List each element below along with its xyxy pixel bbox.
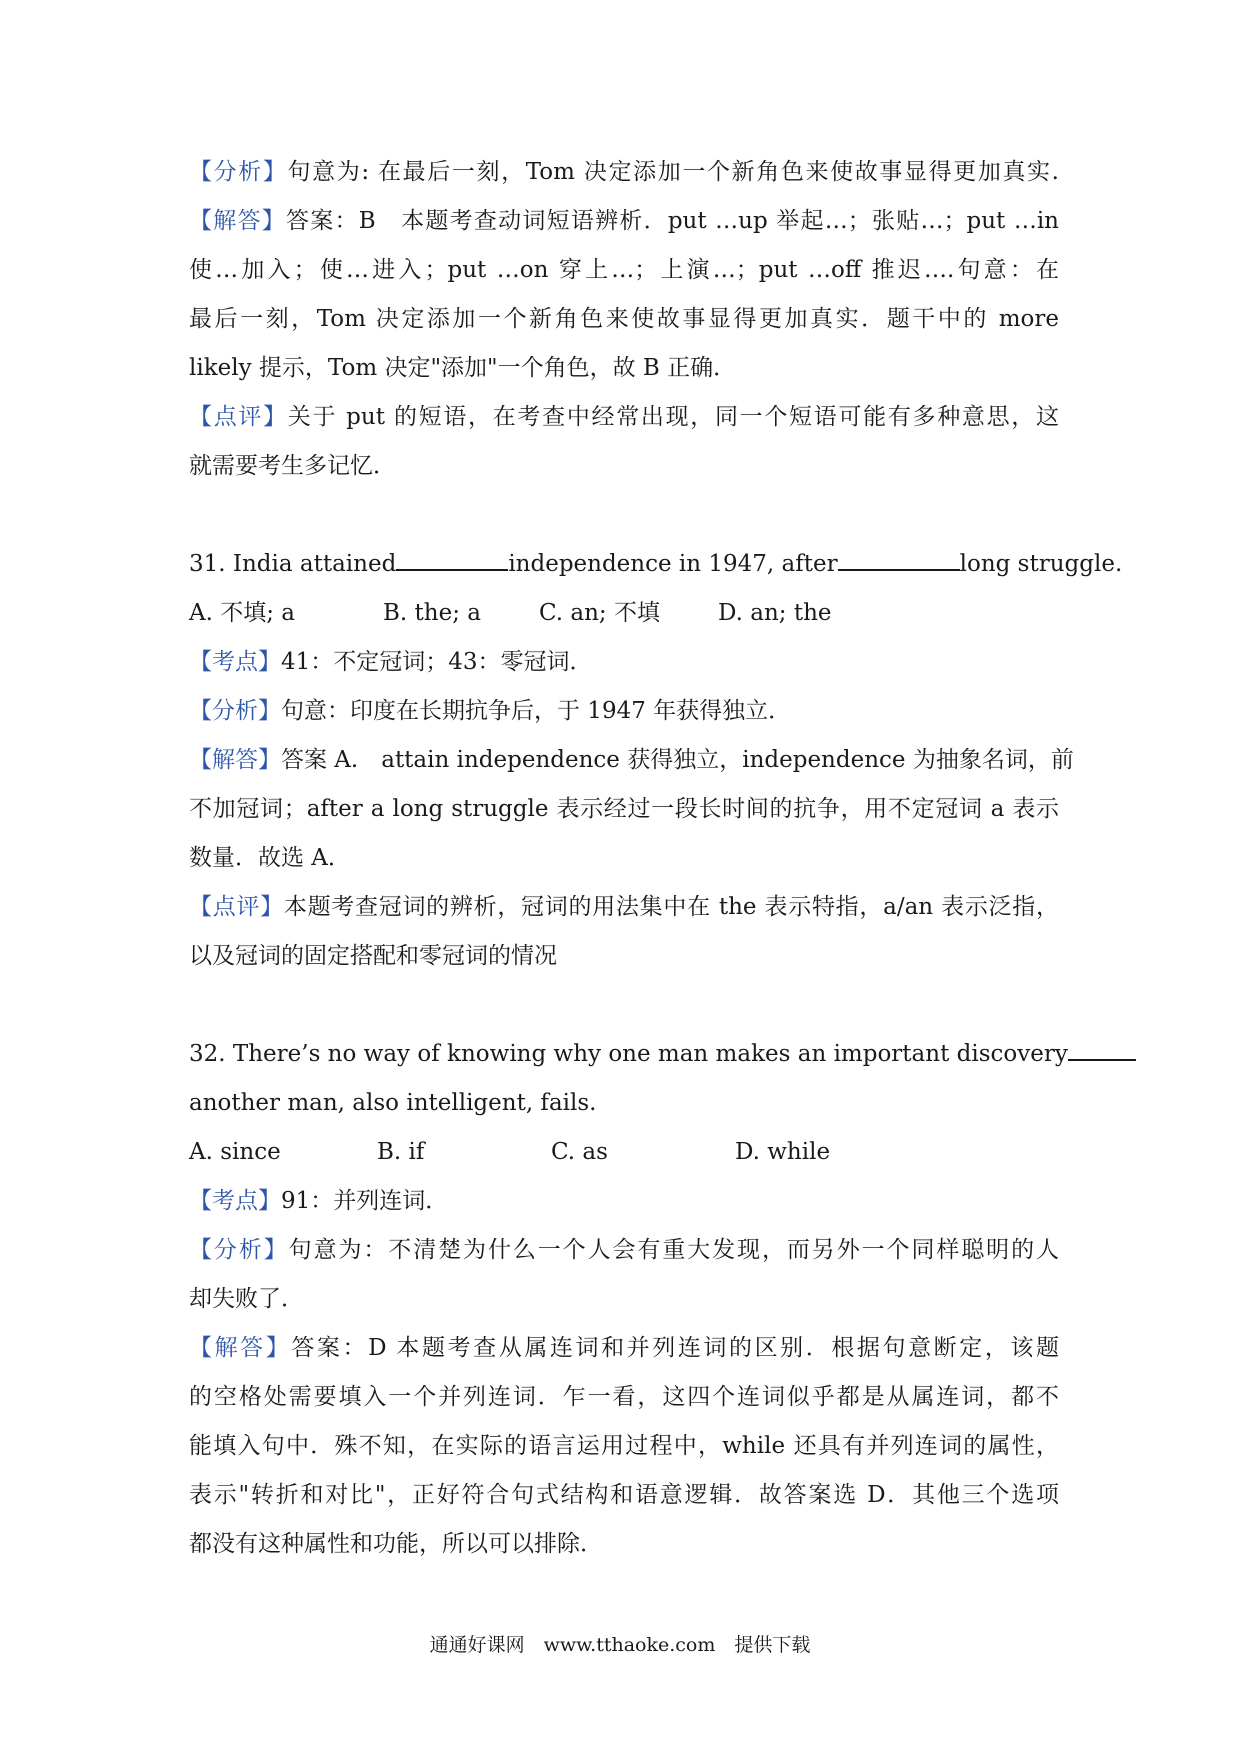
option-c: C. as [551, 1139, 608, 1165]
text-line: 表示"转折和对比"，正好符合句式结构和语意逻辑．故答案选 D．其他三个选项 [189, 1482, 1059, 1508]
text-line: 数量．故选 A． [189, 845, 351, 871]
section-tag: 【点评】 [189, 404, 288, 430]
answer-blank [1068, 1037, 1136, 1061]
text-line: 【点评】本题考查冠词的辨析，冠词的用法集中在 the 表示特指，a/an 表示泛指， [189, 894, 1059, 920]
text-line: 【解答】答案：B 本题考查动词短语辨析．put …up 举起…；张贴…；put …in [189, 208, 1059, 234]
section-tag: 【考点】 [189, 1188, 281, 1214]
text-line: 【分析】句意为：不清楚为什么一个人会有重大发现，而另外一个同样聪明的人 [189, 1237, 1060, 1263]
text-line: 能填入句中．殊不知，在实际的语言运用过程中，while 还具有并列连词的属性， [189, 1433, 1059, 1459]
question-stem-cont: another man, also intelligent, fails. [189, 1090, 597, 1116]
text-line: 【分析】句意为: 在最后一刻，Tom 决定添加一个新角色来使故事显得更加真实. [189, 159, 1059, 185]
question-32 [189, 1030, 1068, 1569]
section-tag: 【分析】 [189, 1237, 289, 1263]
text-line: 不加冠词；after a long struggle 表示经过一段长时间的抗争，用不定冠词 a 表示 [189, 796, 1059, 822]
section-tag: 【分析】 [189, 159, 288, 185]
answer-options [189, 1128, 1059, 1177]
option-c: C. an; 不填 [539, 600, 660, 626]
text-line: likely 提示，Tom 决定"添加"一个角色，故 B 正确． [189, 355, 737, 381]
option-b: B. if [377, 1139, 425, 1165]
section-tag: 【解答】 [189, 1335, 292, 1361]
option-a: A. 不填; a [189, 600, 296, 626]
question-31 [189, 540, 1123, 981]
question-stem: 32. There’s no way of knowing why one man makes an important discovery [189, 1030, 1059, 1079]
section-tag: 【分析】 [189, 698, 281, 724]
option-d: D. while [735, 1139, 831, 1165]
text-line: 的空格处需要填入一个并列连词．乍一看，这四个连词似乎都是从属连词，都不 [189, 1384, 1059, 1410]
answer-options [189, 589, 1059, 638]
text-line: 就需要考生多记忆． [189, 453, 396, 479]
section-tag: 【解答】 [189, 747, 281, 773]
text-line: 最后一刻，Tom 决定添加一个新角色来使故事显得更加真实．题干中的 more [189, 306, 1059, 332]
text-line: 使…加入；使…进入；put …on 穿上…；上演…；put …off 推迟….句意：在 [189, 257, 1059, 283]
text-line: 【点评】关于 put 的短语，在考查中经常出现，同一个短语可能有多种意思，这 [189, 404, 1060, 430]
option-a: A. since [189, 1139, 281, 1165]
text-line: 却失败了． [189, 1286, 304, 1312]
prev-question-explanation [189, 148, 1059, 491]
option-d: D. an; the [718, 600, 832, 626]
document-body [189, 148, 1123, 1569]
section-tag: 【解答】 [189, 208, 286, 234]
option-b: B. the; a [383, 600, 481, 626]
answer-blank [838, 547, 960, 571]
text-line: 【考点】41：不定冠词；43：零冠词． [189, 649, 593, 675]
text-line: 【考点】91：并列连词． [189, 1188, 449, 1214]
section-tag: 【考点】 [189, 649, 281, 675]
text-line: 都没有这种属性和功能，所以可以排除． [189, 1531, 603, 1557]
text-line: 【分析】句意：印度在长期抗争后，于 1947 年获得独立． [189, 698, 792, 724]
question-stem: 31. India attained independence in 1947, after long struggle. [189, 540, 1059, 589]
text-line: 【解答】答案：D 本题考查从属连词和并列连词的区别．根据句意断定，该题 [189, 1335, 1059, 1361]
answer-blank [396, 547, 508, 571]
section-tag: 【点评】 [189, 894, 284, 920]
page-footer: 通通好课网 www.tthaoke.com 提供下载 [429, 1634, 811, 1656]
text-line: 【解答】答案 A. attain independence 获得独立，independence 为抽象名词，前 [189, 747, 1074, 773]
text-line: 以及冠词的固定搭配和零冠词的情况 [189, 943, 557, 969]
